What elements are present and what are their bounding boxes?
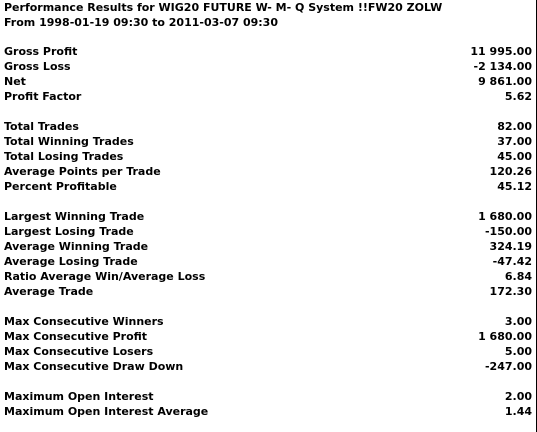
stat-value: 9 861.00 [478, 75, 532, 88]
stat-row-average-points-per-trade [4, 164, 532, 179]
stat-row-max-consecutive-winners [4, 314, 532, 329]
stat-value: 37.00 [497, 135, 532, 148]
profit-section [4, 44, 532, 104]
stat-label: Largest Losing Trade [4, 225, 134, 238]
stat-value: -150.00 [484, 225, 532, 238]
stat-label: Total Losing Trades [4, 150, 124, 163]
report-header [4, 0, 442, 30]
stat-row-net [4, 74, 532, 89]
stat-label: Average Winning Trade [4, 240, 149, 253]
stat-value: 11 995.00 [470, 45, 532, 58]
stat-label: Maximum Open Interest Average [4, 405, 209, 418]
stat-label: Gross Profit [4, 45, 78, 58]
consecutive-section [4, 314, 532, 374]
stat-label: Max Consecutive Draw Down [4, 360, 184, 373]
stat-label: Total Winning Trades [4, 135, 134, 148]
stat-value: 1 680.00 [478, 210, 532, 223]
stat-row-max-consecutive-losers [4, 344, 532, 359]
stat-label: Total Trades [4, 120, 79, 133]
report-period: From 1998-01-19 09:30 to 2011-03-07 09:30 [4, 16, 278, 29]
stat-label: Max Consecutive Losers [4, 345, 154, 358]
stat-value: 3.00 [504, 315, 532, 328]
stat-value: 324.19 [489, 240, 532, 253]
stat-row-maximum-open-interest-average [4, 404, 532, 419]
stat-row-profit-factor [4, 89, 532, 104]
stat-value: 5.62 [504, 90, 532, 103]
stat-label: Ratio Average Win/Average Loss [4, 270, 206, 283]
stat-row-average-trade [4, 284, 532, 299]
stat-label: Net [4, 75, 26, 88]
stat-value: -247.00 [484, 360, 532, 373]
stat-row-total-losing-trades [4, 149, 532, 164]
stat-value: 1.44 [504, 405, 532, 418]
stat-value: 1 680.00 [478, 330, 532, 343]
stat-value: 120.26 [489, 165, 532, 178]
stat-label: Max Consecutive Winners [4, 315, 164, 328]
stat-label: Profit Factor [4, 90, 82, 103]
stat-row-gross-loss [4, 59, 532, 74]
stat-row-max-consecutive-profit [4, 329, 532, 344]
stat-label: Largest Winning Trade [4, 210, 145, 223]
stat-value: 6.84 [504, 270, 532, 283]
stat-row-total-trades [4, 119, 532, 134]
stat-row-average-winning-trade [4, 239, 532, 254]
stat-label: Average Losing Trade [4, 255, 138, 268]
stat-row-average-losing-trade [4, 254, 532, 269]
trade-stats-section [4, 209, 532, 299]
stat-row-maximum-open-interest [4, 389, 532, 404]
stat-value: -2 134.00 [473, 60, 532, 73]
stat-row-gross-profit [4, 44, 532, 59]
stat-label: Max Consecutive Profit [4, 330, 148, 343]
stat-value: 5.00 [504, 345, 532, 358]
stat-value: 2.00 [504, 390, 532, 403]
stat-row-largest-winning-trade [4, 209, 532, 224]
stat-label: Average Trade [4, 285, 94, 298]
open-interest-section [4, 389, 532, 419]
stat-row-percent-profitable [4, 179, 532, 194]
trades-section [4, 119, 532, 194]
stat-value: 45.12 [497, 180, 532, 193]
stat-value: 82.00 [497, 120, 532, 133]
stat-value: -47.42 [492, 255, 532, 268]
stat-row-ratio-win-loss [4, 269, 532, 284]
stat-label: Percent Profitable [4, 180, 117, 193]
stat-row-largest-losing-trade [4, 224, 532, 239]
stat-label: Gross Loss [4, 60, 71, 73]
stat-label: Maximum Open Interest [4, 390, 154, 403]
stat-value: 172.30 [489, 285, 532, 298]
stat-row-total-winning-trades [4, 134, 532, 149]
stat-label: Average Points per Trade [4, 165, 161, 178]
report-title: Performance Results for WIG20 FUTURE W- M- Q System !!FW20 ZOLW [4, 1, 443, 14]
stat-row-max-consecutive-draw-down [4, 359, 532, 374]
stat-value: 45.00 [497, 150, 532, 163]
